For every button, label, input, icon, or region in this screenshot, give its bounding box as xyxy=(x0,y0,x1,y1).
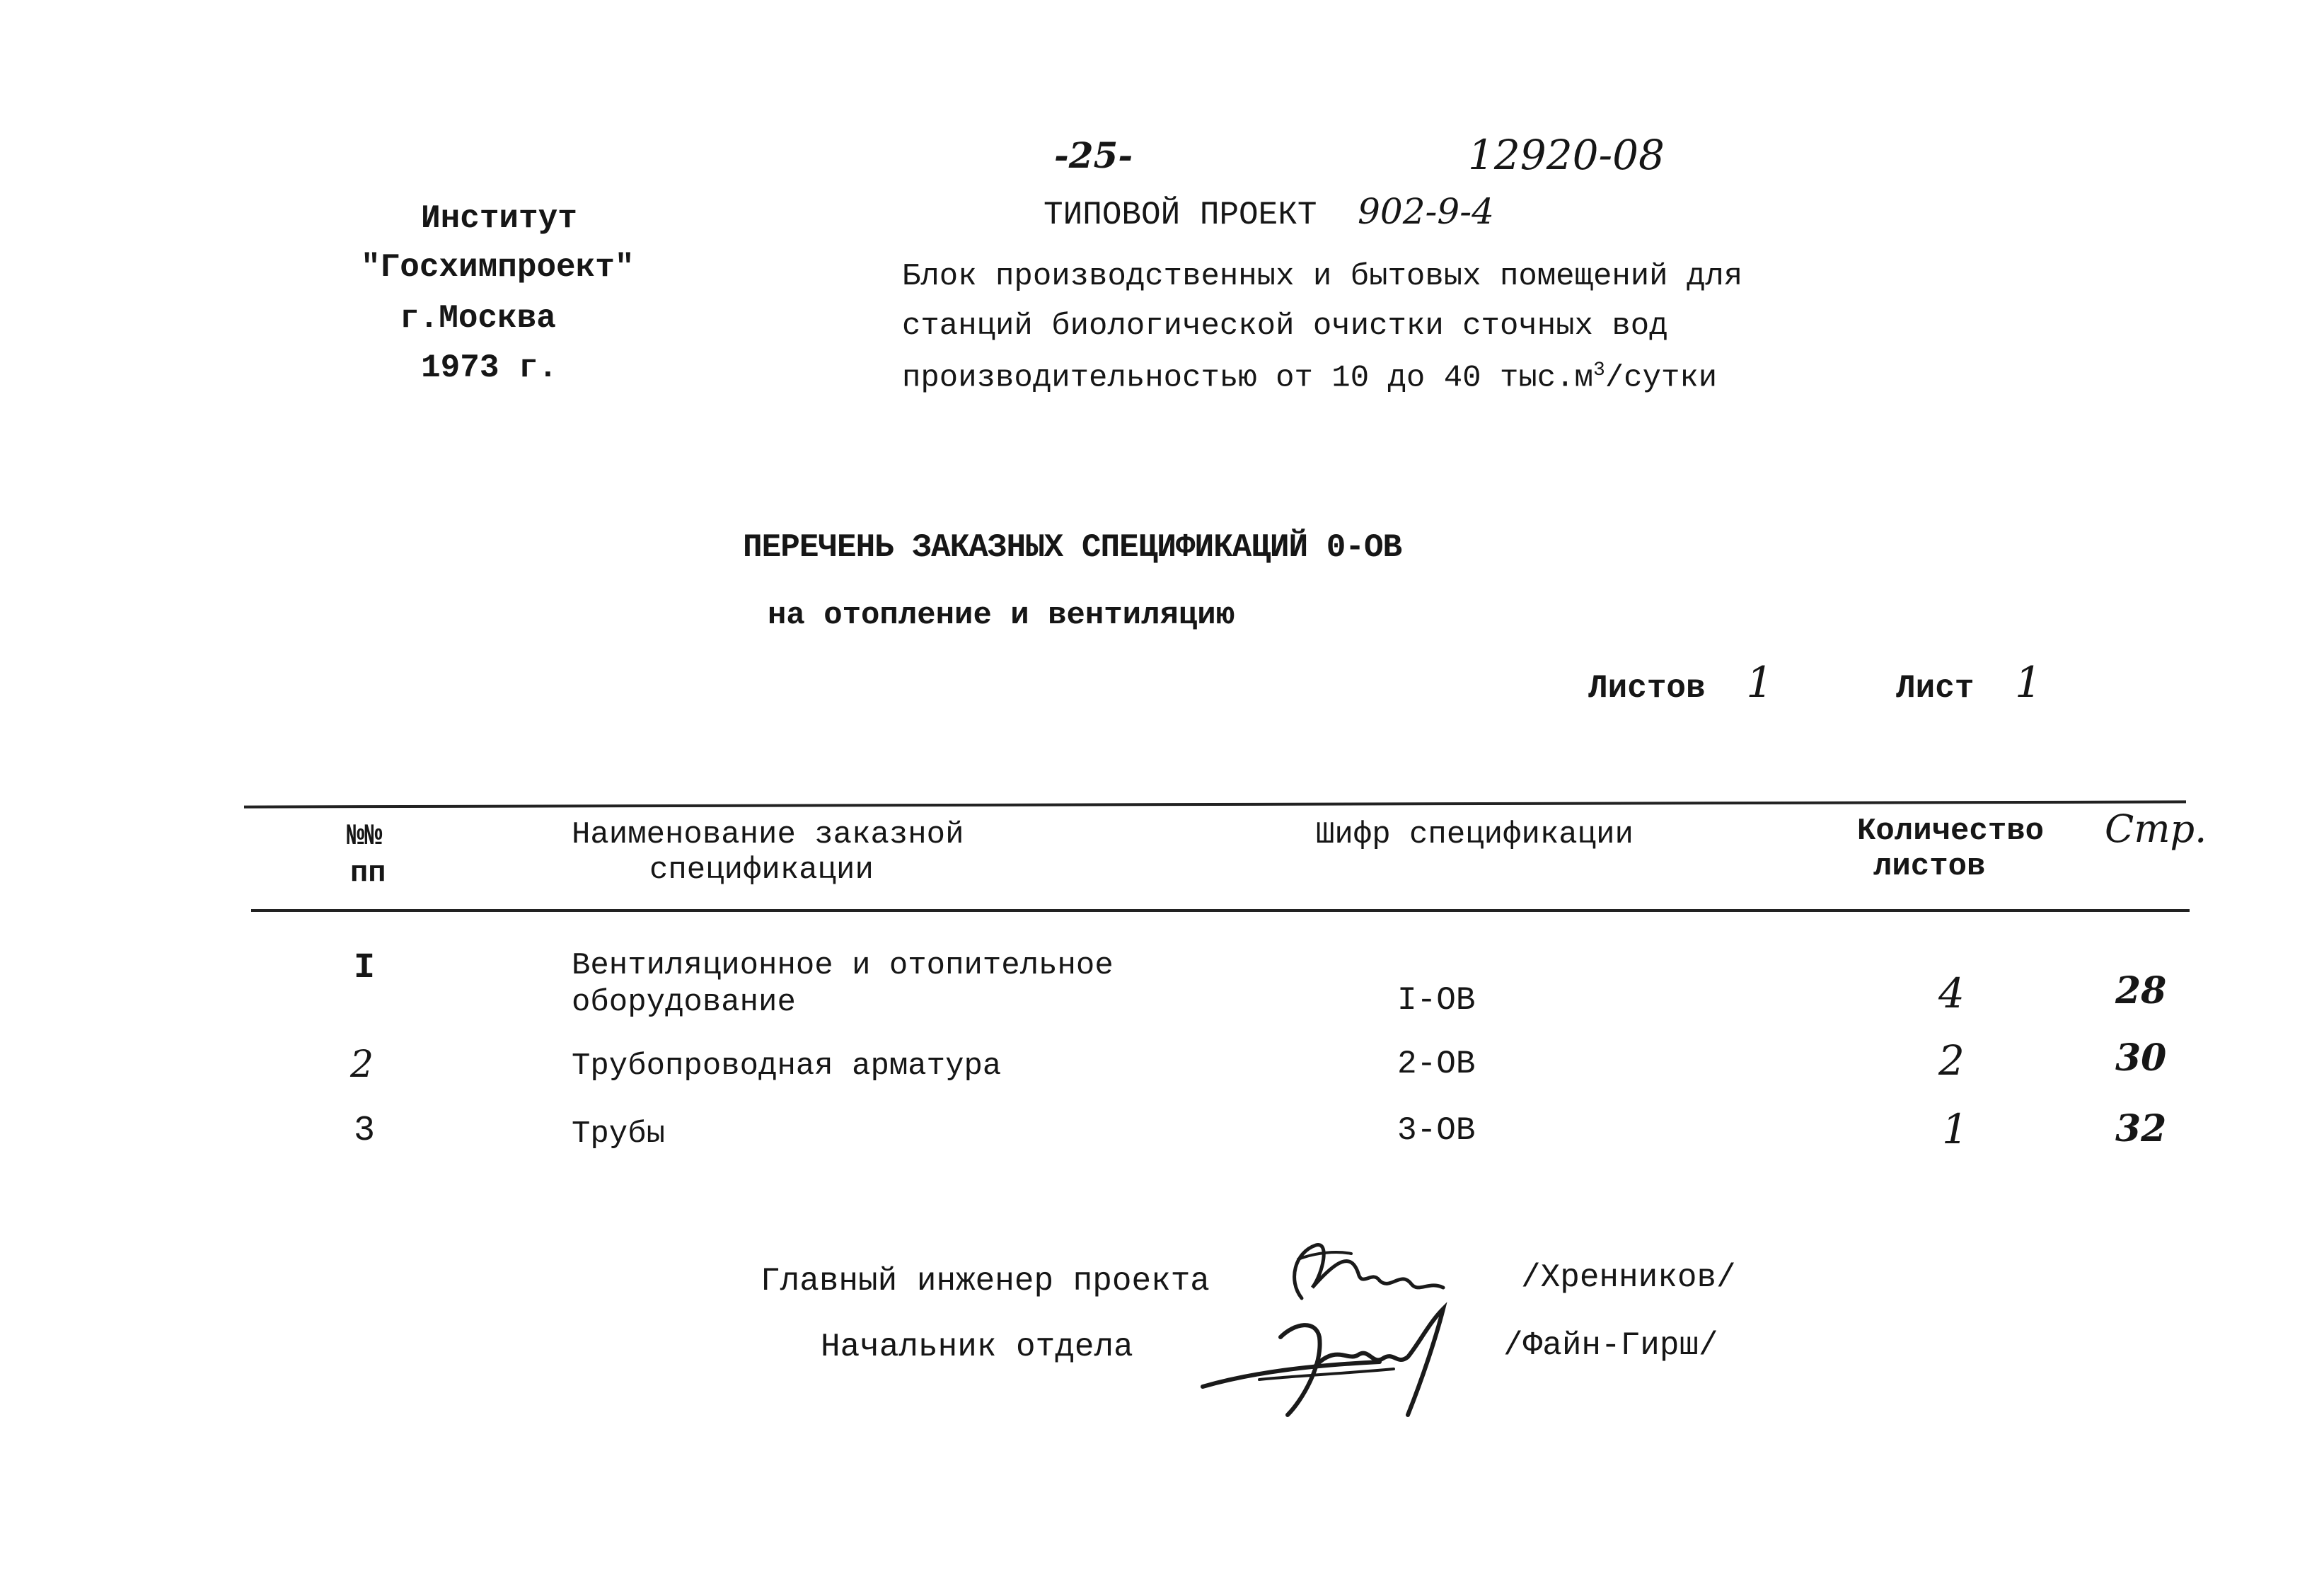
row-1-code: I-ОВ xyxy=(1397,982,1476,1019)
project-header xyxy=(1044,191,1494,233)
header-name-line-1: Наименование заказной xyxy=(572,817,964,853)
institute-label: Институт xyxy=(421,200,577,237)
project-description-line-3 xyxy=(902,359,1717,396)
row-3-count: 1 xyxy=(1942,1105,1968,1153)
archive-number: 12920-08 xyxy=(1468,131,1665,179)
row-1-count: 4 xyxy=(1938,969,1965,1017)
row-3-code: 3-ОВ xyxy=(1397,1112,1476,1149)
sheet-label: Лист xyxy=(1896,670,1975,707)
sheets-label: Листов xyxy=(1588,670,1706,707)
project-description-line-1: Блок производственных и бытовых помещений для xyxy=(902,259,1743,294)
institute-year: 1973 г. xyxy=(421,349,558,386)
chief-engineer-name: /Хренников/ xyxy=(1521,1259,1736,1296)
row-1-name-line-1: Вентиляционное и отопительное xyxy=(572,948,1114,983)
row-2-name-line-1: Трубопроводная арматура xyxy=(572,1048,1002,1084)
header-code: Шифр спецификации xyxy=(1316,817,1634,853)
sheet-number xyxy=(1896,658,2042,707)
department-head-signature xyxy=(1196,1295,1479,1422)
sheets-value: 1 xyxy=(1746,658,1774,707)
header-page: Стр. xyxy=(2105,807,2207,851)
row-2-page: 30 xyxy=(2115,1036,2167,1080)
page-number: -25- xyxy=(1054,134,1133,176)
description-superscript: 3 xyxy=(1592,359,1605,381)
row-1-name-line-2: оборудование xyxy=(572,985,796,1020)
sheets-count xyxy=(1588,658,1773,707)
department-head-name: /Файн-Гирш/ xyxy=(1503,1327,1718,1364)
header-count-line-2: листов xyxy=(1873,849,1986,884)
description-line-3-tail: /сутки xyxy=(1605,360,1718,396)
institute-city: г.Москва xyxy=(400,300,556,337)
row-3-page: 32 xyxy=(2115,1107,2167,1150)
row-2-code: 2-ОВ xyxy=(1397,1046,1476,1082)
chief-engineer-label: Главный инженер проекта xyxy=(761,1263,1210,1300)
document-title: ПЕРЕЧЕНЬ ЗАКАЗНЫХ СПЕЦИФИКАЦИЙ 0-ОВ xyxy=(743,529,1402,566)
department-head-label: Начальник отдела xyxy=(821,1329,1133,1365)
institute-name: "Госхимпроект" xyxy=(361,249,635,286)
row-3-name-line-1: Трубы xyxy=(572,1116,666,1152)
table-top-rule xyxy=(244,800,2186,808)
header-num-line-2: пп xyxy=(350,856,386,890)
header-name-line-2: спецификации xyxy=(649,853,874,888)
sheet-value: 1 xyxy=(2015,658,2042,707)
header-count-line-1: Количество xyxy=(1857,814,2045,849)
row-1-num: I xyxy=(354,948,376,988)
row-2-num: 2 xyxy=(350,1044,374,1086)
row-1-page: 28 xyxy=(2115,969,2167,1012)
description-line-3-text: производительностью от 10 до 40 тыс.м xyxy=(902,360,1593,396)
document-subtitle: на отопление и вентиляцию xyxy=(768,598,1235,633)
table-header-rule xyxy=(251,909,2190,912)
project-title: ТИПОВОЙ ПРОЕКТ xyxy=(1044,197,1317,233)
row-3-num: 3 xyxy=(354,1111,376,1151)
project-description-line-2: станций биологической очистки сточных вод xyxy=(902,308,1668,344)
row-2-count: 2 xyxy=(1938,1036,1965,1085)
header-num-line-1: №№ xyxy=(347,819,383,853)
project-code: 902-9-4 xyxy=(1358,191,1494,232)
